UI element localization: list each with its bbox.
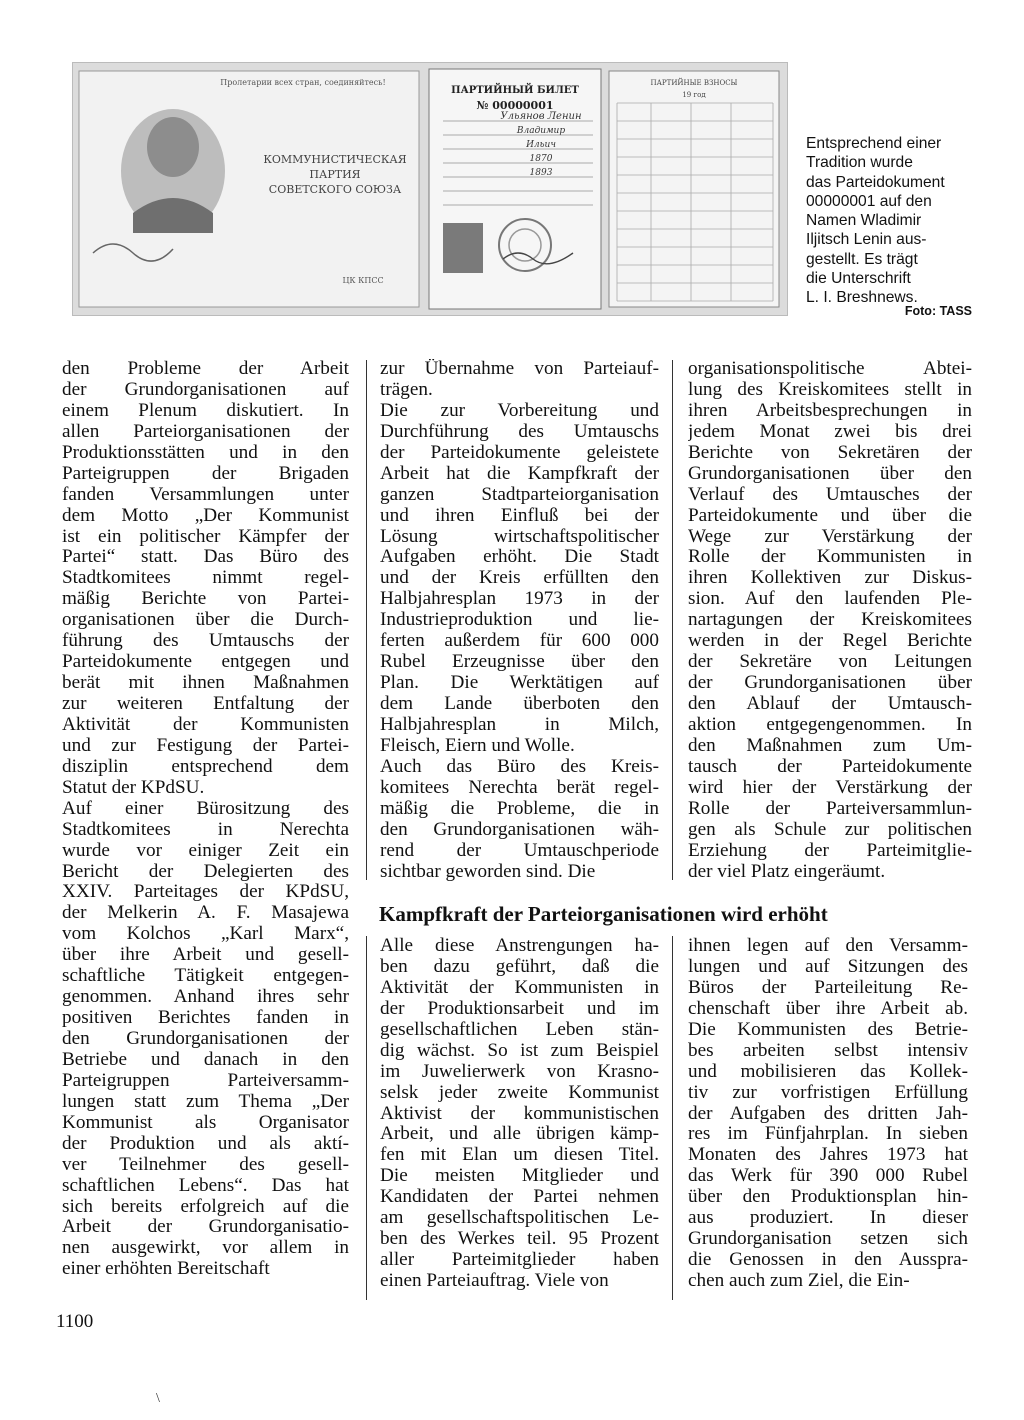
- text-line: wird hier der Verstärkung der: [688, 777, 972, 798]
- text-line: dem Motto „Der Kommunist: [62, 505, 349, 526]
- text-line: berät mit ihnen Maßnahmen: [62, 673, 349, 694]
- text-line: schaftliche Tätigkeit entgegen-: [62, 966, 349, 987]
- text-line: Stadtkomitees nimmt regel-: [62, 568, 349, 589]
- photo-caption: [806, 134, 976, 308]
- text-line: mäßig die Probleme, die in: [380, 798, 659, 819]
- text-line: Grundorganisation setzen sich: [688, 1229, 968, 1250]
- text-line: ben dazu geführt, daß die: [380, 956, 659, 977]
- text-line: im Juwelierwerk von Krasno-: [380, 1061, 659, 1082]
- ticket-name-3: Ильич: [526, 140, 556, 150]
- caption-line: die Unterschrift: [806, 270, 911, 288]
- caption-line: das Parteidokument: [806, 173, 945, 191]
- text-line: den Grundorganisationen der: [62, 1029, 349, 1049]
- text-line: der viel Platz eingeräumt.: [688, 861, 886, 882]
- text-line: einen Parteiauftrag. Viele von: [380, 1271, 609, 1291]
- text-line: wurde vor einiger Zeit ein: [62, 840, 349, 861]
- text-line: rend der Umtauschperiode: [380, 840, 659, 861]
- text-line: den Probleme der Arbeit: [62, 359, 349, 379]
- caption-line: Iljitsch Lenin aus-: [806, 231, 927, 249]
- text-line: den Maßnahmen zum Um-: [688, 735, 972, 756]
- text-line: Arbeit hat die Kampfkraft der: [380, 463, 659, 484]
- text-line: res im Fünfjahrplan. In sieben: [688, 1124, 968, 1145]
- caption-line: Namen Wladimir: [806, 212, 922, 230]
- text-line: allen Parteiorganisationen der: [62, 421, 349, 442]
- text-line: Partei“ statt. Das Büro des: [62, 547, 349, 568]
- caption-line: gestellt. Es trägt: [806, 250, 918, 268]
- text-line: Bericht der Delegierten des: [62, 861, 349, 882]
- text-line: Berichte von Sekretären der: [688, 442, 972, 463]
- column-rule: [672, 936, 673, 1300]
- text-line: komitees Nerechta berät regel-: [380, 777, 659, 798]
- text-line: Die meisten Mitglieder und: [380, 1166, 659, 1187]
- text-line: Die zur Vorbereitung und: [380, 400, 659, 421]
- text-line: trägen.: [380, 379, 433, 400]
- text-line: Wege zur Verstärkung der: [688, 526, 972, 547]
- text-line: tausch der Parteidokumente: [688, 756, 972, 777]
- text-line: über den Produktionsplan hin-: [688, 1187, 968, 1208]
- text-line: der Grundorganisationen über: [688, 673, 972, 694]
- text-line: Die Kommunisten des Betrie-: [688, 1019, 968, 1040]
- text-line: der Produktion und als aktí-: [62, 1133, 349, 1154]
- text-line: Durchführung des Umtauschs: [380, 421, 659, 442]
- text-line: organisationspolitische Abtei-: [688, 359, 972, 379]
- text-line: Halbjahresplan in Milch,: [380, 714, 659, 735]
- text-line: Fleisch, Eiern und Wolle.: [380, 735, 575, 756]
- text-line: organisationen über die Durch-: [62, 610, 349, 631]
- card-top-note: Пролетарии всех стран, соединяйтесь!: [220, 78, 386, 87]
- card-party-name-3: СОВЕТСКОГО СОЮЗА: [268, 183, 402, 196]
- text-line: das Werk für 390 000 Rubel: [688, 1166, 968, 1187]
- text-line: ihnen legen auf den Versamm-: [688, 936, 968, 956]
- text-line: gen als Schule zur politischen: [688, 819, 972, 840]
- text-line: Erziehung der Parteimitglie-: [688, 840, 972, 861]
- text-line: Parteigruppen der Brigaden: [62, 463, 349, 484]
- card-party-name-1: КОММУНИСТИЧЕСКАЯ: [263, 153, 407, 166]
- page-number: 1100: [56, 1311, 94, 1332]
- text-line: aller Parteimitglieder haben: [380, 1250, 659, 1271]
- text-line: Parteidokumente und über die: [688, 505, 972, 526]
- text-line: Rolle der Parteiversammlun-: [688, 798, 972, 819]
- column-rule: [366, 936, 367, 1300]
- text-column-1: [62, 359, 349, 1280]
- text-line: der Grundorganisationen auf: [62, 379, 349, 400]
- text-line: Monaten des Jahres 1973 hat: [688, 1145, 968, 1166]
- text-line: fanden Versammlungen unter: [62, 484, 349, 505]
- text-line: tiv zur vorfristigen Erfüllung: [688, 1082, 968, 1103]
- text-line: Verlauf des Umtausches der: [688, 484, 972, 505]
- photo-credit: Foto: TASS: [904, 304, 972, 318]
- text-line: werden in der Regel Berichte: [688, 631, 972, 652]
- text-line: der Aufgaben des dritten Jah-: [688, 1103, 968, 1124]
- text-line: der Melkerin A. F. Masajewa: [62, 903, 349, 924]
- text-line: ben des Werkes teil. 95 Prozent: [380, 1229, 659, 1250]
- text-line: Arbeit der Grundorganisatio-: [62, 1217, 349, 1238]
- caption-line: 00000001 auf den: [806, 192, 932, 210]
- text-line: nen ausgewirkt, vor allem in: [62, 1238, 349, 1259]
- text-line: aus produziert. In dieser: [688, 1208, 968, 1229]
- text-line: aktion entgegengenommen. In: [688, 714, 972, 735]
- text-line: ihren Arbeitsbesprechungen in: [688, 400, 972, 421]
- text-line: Parteidokumente entgegen und: [62, 652, 349, 673]
- text-line: der Sekretäre von Leitungen: [688, 652, 972, 673]
- dues-year: 19 год: [682, 91, 706, 99]
- text-line: Stadtkomitees in Nerechta: [62, 819, 349, 840]
- text-line: sion. Auf den laufenden Ple-: [688, 589, 972, 610]
- text-line: Halbjahresplan 1973 in der: [380, 589, 659, 610]
- text-line: lungen und auf Sitzungen des: [688, 956, 968, 977]
- text-line: Parteigruppen Parteiversamm-: [62, 1070, 349, 1091]
- text-line: Statut der KPdSU.: [62, 777, 205, 798]
- text-line: mäßig Berichte von Partei-: [62, 589, 349, 610]
- ticket-name-2: Владимир: [516, 126, 566, 136]
- text-line: Rubel Erzeugnisse über den: [380, 652, 659, 673]
- text-line: selsk jeder zweite Kommunist: [380, 1082, 659, 1103]
- card-bottom-label: ЦК КПСС: [342, 276, 384, 285]
- ticket-year-joined: 1893: [529, 168, 553, 178]
- ticket-number: № 00000001: [476, 99, 554, 112]
- text-line: sichtbar geworden sind. Die: [380, 861, 596, 882]
- text-line: Grundorganisationen über den: [688, 463, 972, 484]
- party-document-photo: [72, 62, 788, 316]
- text-line: fen mit Elan um diesen Titel.: [380, 1145, 659, 1166]
- card-party-name-2: ПАРТИЯ: [309, 168, 361, 181]
- text-line: Rolle der Kommunisten in: [688, 547, 972, 568]
- text-line: über ihre Arbeit und gesell-: [62, 945, 349, 966]
- text-line: Aktivität der Kommunisten in: [380, 977, 659, 998]
- text-line: und mobilisieren das Kollek-: [688, 1061, 968, 1082]
- text-line: chen auch zum Ziel, die Ein-: [688, 1271, 910, 1291]
- text-line: lung des Kreiskomitees stellt in: [688, 379, 972, 400]
- text-line: ihren Kollektiven zur Diskus-: [688, 568, 972, 589]
- text-line: Kandidaten der Partei nehmen: [380, 1187, 659, 1208]
- text-line: Aufgaben erhöht. Die Stadt: [380, 547, 659, 568]
- text-line: den Ablauf der Umtausch-: [688, 694, 972, 714]
- text-line: ferten außerdem für 600 000: [380, 631, 659, 652]
- text-line: Aktivist der kommunistischen: [380, 1103, 659, 1124]
- text-line: Kommunist als Organisator: [62, 1112, 349, 1133]
- text-line: nartagungen der Kreiskomitees: [688, 610, 972, 631]
- text-line: dig wächst. So ist zum Beispiel: [380, 1040, 659, 1061]
- text-line: führung des Umtauschs der: [62, 631, 349, 652]
- text-line: und ihren Einfluß bei der: [380, 505, 659, 526]
- text-column-4: [380, 936, 659, 1292]
- text-line: sich bereits erfolgreich auf die: [62, 1196, 349, 1217]
- ticket-year-birth: 1870: [529, 154, 553, 164]
- column-rule: [672, 360, 673, 880]
- column-rule: [366, 360, 367, 880]
- text-line: Büros der Parteileitung Re-: [688, 977, 968, 998]
- text-line: die Genossen in den Ausspra-: [688, 1250, 968, 1271]
- text-line: schaftlichen Lebens“. Das hat: [62, 1175, 349, 1196]
- text-line: positiven Berichtes fanden in: [62, 1008, 349, 1029]
- text-line: zur weiteren Entfaltung der: [62, 694, 349, 714]
- text-line: Lösung wirtschaftspolitischer: [380, 526, 659, 547]
- text-line: Auch das Büro des Kreis-: [380, 756, 659, 777]
- text-line: lungen statt zum Thema „Der: [62, 1091, 349, 1112]
- caption-line: Entsprechend einer: [806, 135, 942, 152]
- text-line: ganzen Stadtparteiorganisation: [380, 484, 659, 505]
- text-line: einer erhöhten Bereitschaft: [62, 1259, 270, 1280]
- text-line: XXIV. Parteitages der KPdSU,: [62, 882, 349, 903]
- text-line: bes arbeiten selbst intensiv: [688, 1040, 968, 1061]
- text-line: den Grundorganisationen wäh-: [380, 819, 659, 840]
- text-line: Produktionsstätten und in den: [62, 442, 349, 463]
- text-line: und zur Festigung der Partei-: [62, 735, 349, 756]
- caption-line: L. I. Breshnews.: [806, 289, 918, 307]
- dues-header: ПАРТИЙНЫЕ ВЗНОСЫ: [650, 79, 738, 87]
- text-line: vom Kolchos „Karl Marx“,: [62, 924, 349, 945]
- text-line: Auf einer Bürositzung des: [62, 798, 349, 819]
- text-line: Industrieproduktion und lie-: [380, 610, 659, 631]
- ticket-title: ПАРТИЙНЫЙ БИЛЕТ: [451, 85, 579, 96]
- text-line: der Produktionsarbeit und im: [380, 998, 659, 1019]
- party-document-illustration: [73, 63, 787, 315]
- stray-mark: \: [156, 1391, 160, 1406]
- text-line: Betriebe und danach in den: [62, 1049, 349, 1070]
- text-line: genommen. Anhand ihres sehr: [62, 987, 349, 1008]
- text-line: der Parteidokumente geleistete: [380, 442, 659, 463]
- caption-line: Tradition wurde: [806, 154, 913, 172]
- section-heading: Kampfkraft der Parteiorganisationen wird erhöht: [379, 902, 828, 926]
- text-column-5: [688, 936, 968, 1292]
- text-line: und der Kreis erfüllten den: [380, 568, 659, 589]
- text-line: chenschaft über ihre Arbeit ab.: [688, 998, 968, 1019]
- text-line: ist ein politischer Kämpfer der: [62, 526, 349, 547]
- text-line: Plan. Die Werktätigen auf: [380, 673, 659, 694]
- text-line: einem Plenum diskutiert. In: [62, 400, 349, 421]
- ticket-name-1: Ульянов Ленин: [500, 111, 582, 122]
- text-line: Alle diese Anstrengungen ha-: [380, 936, 659, 956]
- text-line: disziplin entsprechend dem: [62, 756, 349, 777]
- text-column-3: [688, 359, 972, 882]
- text-column-2: [380, 359, 659, 882]
- text-line: dem Lande überboten den: [380, 694, 659, 714]
- text-line: Aktivität der Kommunisten: [62, 714, 349, 735]
- text-line: jedem Monat zwei bis drei: [688, 421, 972, 442]
- text-line: zur Übernahme von Parteiauf-: [380, 359, 659, 379]
- ticket-portrait: [443, 223, 483, 273]
- text-line: am gesellschaftspolitischen Le-: [380, 1208, 659, 1229]
- text-line: gesellschaftlichen Leben stän-: [380, 1019, 659, 1040]
- text-line: ver Teilnehmer des gesell-: [62, 1154, 349, 1175]
- text-line: Arbeit, und alle übrigen kämp-: [380, 1124, 659, 1145]
